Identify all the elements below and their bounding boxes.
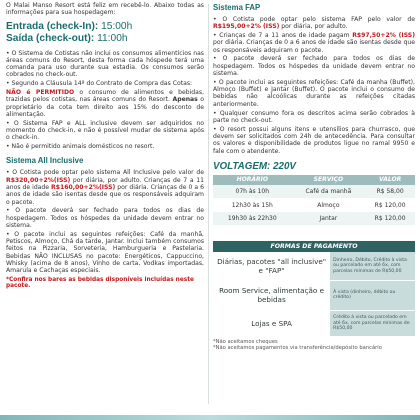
left-column: [6, 0, 204, 289]
fap-text-c: • Crianças de 7 a 11 anos de idade pagam: [213, 32, 353, 40]
voltage-heading: VOLTAGEM: 220V: [213, 160, 296, 172]
checkout-label: Saída (check-out):: [6, 32, 98, 44]
schedule-service-cell: Jantar: [292, 212, 366, 226]
schedule-service-cell: [292, 225, 366, 239]
footnote-no-transfers: *Não aceitamos pagamentos via transferência/depósito bancário: [213, 345, 382, 352]
fap-text-b: por diária, por adulto.: [279, 23, 348, 31]
payment-category-cell: Room Service, alimentação e bebidas: [213, 280, 330, 310]
cotistas-paragraph-4: • O Sistema FAP e ALL inclusive devem ser adquiridos no momento do check-in, e não é possível mudar de sistema após o check-in.: [6, 119, 204, 142]
all-inclusive-title: Sistema All Inclusive: [6, 156, 84, 166]
cotistas-rule-end: o proprietário da cota tem direito aos 15% do desconto de alimentação.: [6, 96, 204, 118]
payment-method-cell: Crédito à vista ou parcelado em até 6x, com parcelas mínimas de R$50,00: [330, 310, 415, 336]
table-row: [213, 185, 415, 199]
schedule-time-cell: [213, 225, 292, 239]
all-inclusive-paragraph-1: [6, 169, 204, 205]
table-row: [213, 198, 415, 212]
schedule-header-row: [213, 175, 415, 185]
ai-adult-price: R$320,00+2%(ISS): [6, 176, 71, 184]
fap-paragraph-4: • O pacote inclui as seguintes refeições: Café da manha (Buffet), Almoço (Buffet) e Jantar (Buffet). O pacote inclui o consumo de bebidas não alcoólicas durante as refeições citadas anteriormente.: [213, 78, 415, 108]
schedule-price-cell: R$ 120,00: [365, 212, 415, 226]
payment-method-cell: Dinheiro, Débito, Crédito à vista ou parcelado em até 6x, com parcelas mínimas de R$50,00: [330, 252, 415, 280]
table-row: [213, 252, 415, 280]
table-row: [213, 212, 415, 226]
fap-text-a: • O Cotista pode optar pelo sistema FAP pelo valor de: [213, 16, 415, 23]
ai-text-b: por diária, por adulto. Crianças de 7 a 11 anos de idade: [6, 176, 204, 192]
checkin-label: Entrada (check-In):: [6, 20, 102, 32]
checkin-line: [6, 21, 204, 33]
cotistas-paragraph-1: • O Sistema de Cotistas não inclui os consumos alimentícios nas áreas comuns do Resort, desta forma cada hóspede terá uma comanda para uso durante sua estadia. Os consumos serão cobrados no check-out.: [6, 49, 204, 79]
right-column: [213, 0, 415, 351]
schedule-table: [213, 175, 415, 240]
cotistas-rule-text: o consumo de alimentos e bebidas, trazidas pelos cotistas, nas áreas comuns do Resort.: [6, 89, 205, 104]
fap-paragraph-5: • Qualquer consumo fora os descritos acima serão cobrados à parte no check-out.: [213, 109, 415, 124]
checkout-time: 11:00h: [97, 32, 128, 44]
all-inclusive-note: *Confira nos bares as bebidas disponíveis incluídas neste pacote.: [6, 276, 194, 289]
cotistas-paragraph-5: • Não é permitido animais domésticos no resort.: [6, 143, 155, 151]
fap-adult-price: R$195,00+2% (ISS): [213, 23, 280, 31]
schedule-time-cell: 07h às 10h: [213, 185, 292, 199]
all-inclusive-paragraph-3: • O pacote inclui as seguintes refeições: Café da manhã, Petiscos, Almoço, Chá da tarde, Jantar. Inclui também consumos feitos na Pizzaria, Sorveteria, Hamburgueria e Pastelaria. Bebidas NÃO INCLUSAS no pacote: Energéticos, Cappuccino, Whisky (acima de 8 anos), Vinho de carta, Vodkas importadas, Amarula e Cachaças especiais.: [6, 230, 204, 275]
schedule-price-cell: R$ 120,00: [365, 198, 415, 212]
fap-title: Sistema FAP: [213, 3, 261, 12]
fap-child-price: R$97,50+2% (ISS): [352, 32, 415, 40]
ai-child-price: R$160,00+2%(ISS): [51, 184, 116, 192]
fap-paragraph-2: [213, 32, 415, 54]
payment-category-cell: Lojas e SPA: [213, 310, 330, 336]
column-divider: [208, 4, 209, 404]
fap-paragraph-6: • O resort possui alguns itens e utensílios para churrasco, que devem ser solicitados com 24h de antecedência. Para consultar os valores e disponibilidade de produtos ligue no ramal 9950 e fale com o atendente.: [213, 125, 415, 155]
schedule-price-cell: R$ 58,00: [365, 185, 415, 199]
fap-paragraph-3: • O pacote deverá ser fechado para todos os dias de hospedagem. Todos os hóspedes da unidade devem entrar no sistema.: [213, 55, 415, 78]
only-text: Apenas: [172, 96, 198, 104]
table-row: [213, 225, 415, 239]
cotistas-paragraph-3: [6, 89, 204, 118]
bottom-decorative-strip: [0, 415, 420, 420]
schedule-price-cell: [365, 225, 415, 239]
schedule-header-price: VALOR: [365, 175, 415, 185]
welcome-text: O Malai Manso Resort está feliz em recebê-lo. Abaixo todas as informações para sua hospedagem:: [6, 2, 204, 17]
schedule-service-cell: Café da manhã: [292, 185, 366, 199]
fap-text-d: por diária. Crianças de 0 a 6 anos de idade são isentas desde que os responsáveis adquiram o pacote.: [213, 39, 415, 54]
table-row: [213, 310, 415, 336]
footnote-no-checks: *Não aceitamos cheques: [213, 338, 278, 345]
payment-method-cell: À vista (dinheiro, débito ou crédito): [330, 280, 415, 310]
schedule-time-cell: 19h30 às 22h30: [213, 212, 292, 226]
checkin-time: 15:00h: [101, 20, 133, 32]
schedule-time-cell: 12h30 às 15h: [213, 198, 292, 212]
schedule-header-time: HORÁRIO: [213, 175, 292, 185]
payment-methods-title: FORMAS DE PAGAMENTO: [213, 241, 415, 252]
checkout-line: [6, 33, 204, 45]
schedule-header-service: SERVIÇO: [292, 175, 366, 185]
schedule-service-cell: Almoço: [292, 198, 366, 212]
all-inclusive-paragraph-2: • O pacote deverá ser fechado para todos os dias de hospedagem. Todos os hóspedes da unidade devem entrar no sistema.: [6, 207, 204, 230]
ai-text-c: por diária. Crianças de 0 a 6 anos de idade são isentas desde que os responsáveis adquiram o pacote.: [6, 184, 204, 206]
cotistas-paragraph-2: • Segundo a Cláusula 14º do Contrato de Compra das Cotas:: [6, 80, 193, 88]
fap-paragraph-1: [213, 16, 415, 31]
ai-text-a: • O Cotista pode optar pelo sistema All Inclusive pelo valor de: [6, 169, 204, 177]
payment-methods-table: [213, 252, 415, 337]
table-row: [213, 280, 415, 310]
not-permitted-text: NÃO é PERMITIDO: [6, 89, 75, 97]
payment-category-cell: Diárias, pacotes "all inclusive" e "FAP": [213, 252, 330, 280]
